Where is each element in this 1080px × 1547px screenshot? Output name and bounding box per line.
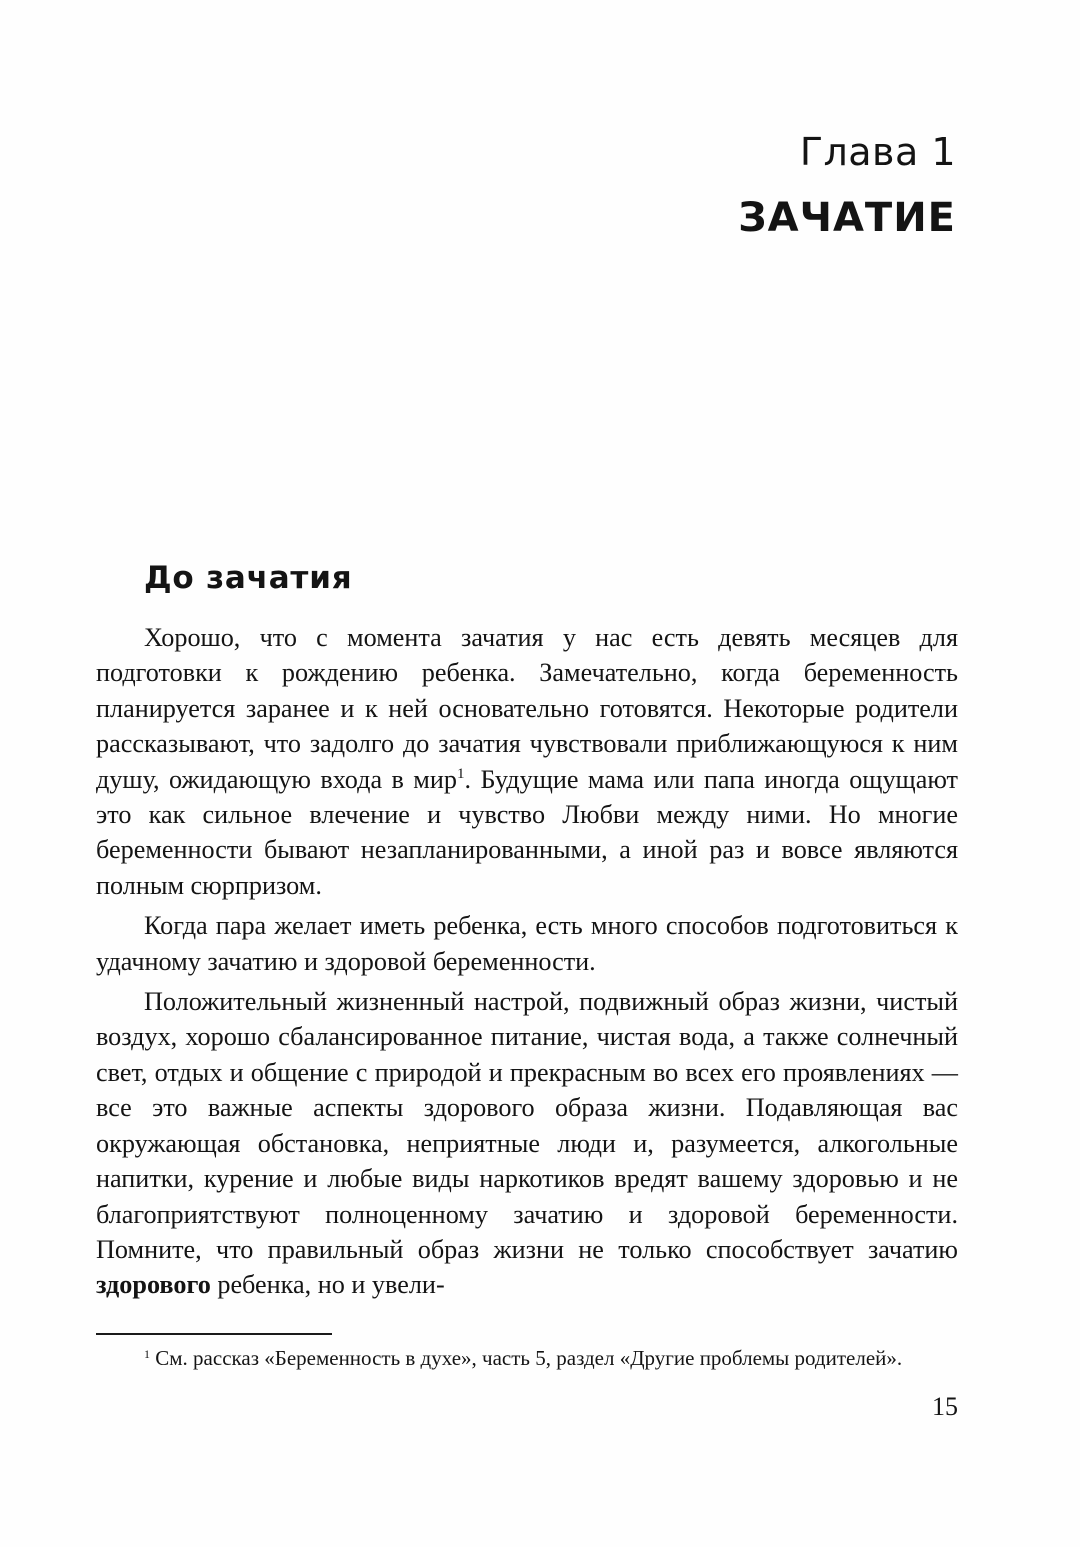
paragraph-1-text-a: Хорошо, что с момента зачатия у нас есть девять месяцев для подготовки к рождению ребенка. Замечательно, когда беременность планируется заранее и к ней основательно готовятся. Некоторые родители рассказывают, что задолго до зачатия чувствовали приближающуюся к ним душу, ожидающую входа в мир [96,623,958,794]
footnote-reference: 1 [456,765,465,782]
chapter-label: Глава 1 [799,130,956,174]
paragraph-2: Когда пара желает иметь ребенка, есть много способов подготовиться к удачному зачатию и здоровой беременности. [96,911,958,976]
paragraph-3-text-b: ребенка, но и увели- [210,1270,445,1300]
paragraph-1 [96,620,958,903]
paragraph-3-text-a: Положительный жизненный настрой, подвижный образ жизни, чистый воздух, хорошо сбалансированное питание, чистая вода, а также солнечный свет, отдых и общение с природой и прекрасным во всех его проявлениях — все это важные аспекты здорового образа жизни. Подавляющая вас окружающая обстановка, неприятные люди и, разумеется, алкогольные напитки, курение и любые виды наркотиков вредят вашему здоровью и не благоприятствуют полноценному зачатию и здоровой беременности. Помните, что правильный образ жизни не только способствует зачатию [96,987,958,1264]
footnote-divider [96,1333,332,1335]
section-heading: До зачатия [144,560,353,596]
paragraph-3 [96,984,958,1303]
footnote [96,1345,958,1372]
footnote-marker: 1 [144,1347,150,1361]
chapter-title: ЗАЧАТИЕ [738,195,956,241]
footnote-text: См. рассказ «Беременность в духе», часть 5, раздел «Другие проблемы родителей». [150,1346,903,1370]
paragraph-3-bold-word: здорового [96,1270,211,1300]
body-text [96,620,958,1303]
paragraph-1-text-b: . Будущие мама или папа иногда ощущают это как сильное влечение и чувство Любви между ними. Но многие беременности бывают незапланированными, а иной раз и вовсе являются полным сюрпризом. [96,764,958,900]
page-number: 15 [932,1392,958,1421]
